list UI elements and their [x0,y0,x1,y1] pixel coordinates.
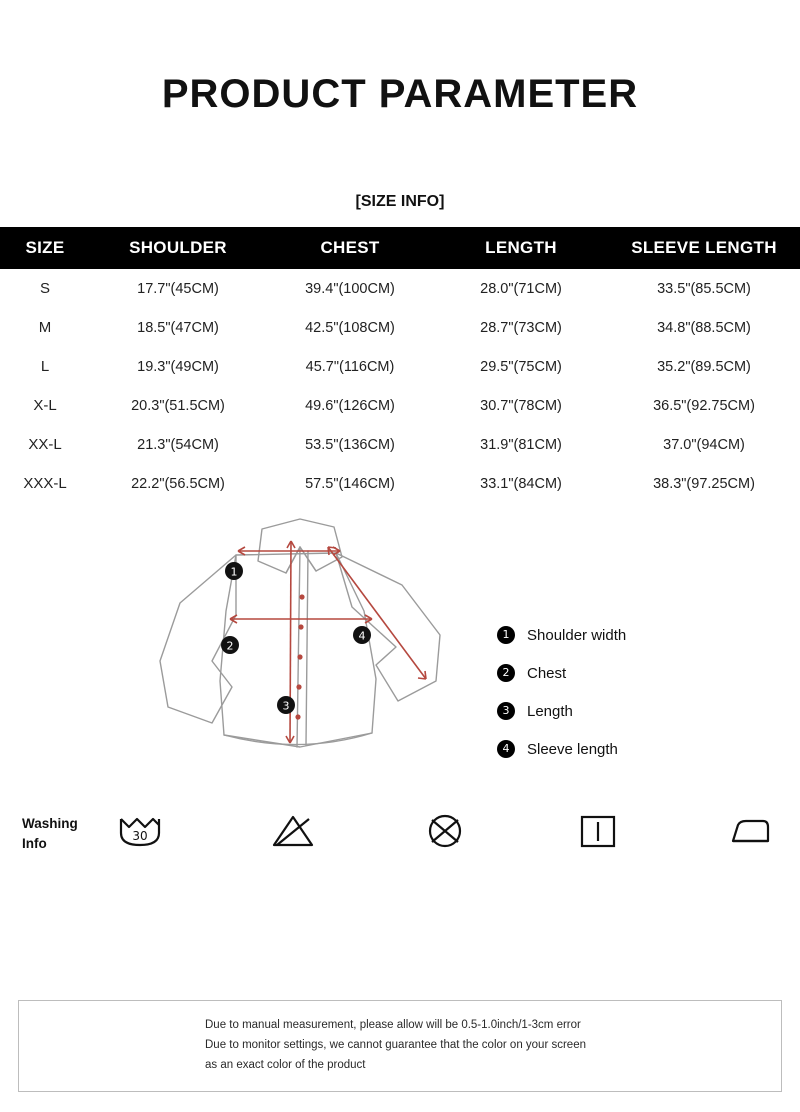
table-row [0,386,800,425]
measurement-legend [497,616,626,768]
column-header-length: LENGTH [485,238,557,257]
cell-chest: 39.4"(100CM) [305,280,395,297]
legend-label: Length [527,702,573,720]
marker-1 [225,562,243,580]
table-header [0,227,800,269]
marker-4 [353,626,371,644]
column-header-size: SIZE [25,238,65,257]
legend-item-sleeve-length [497,730,626,768]
legend-number-icon: 3 [497,702,515,720]
svg-text:3: 3 [282,699,290,713]
legend-label: Sleeve length [527,740,618,758]
cell-length: 29.5"(75CM) [480,358,562,375]
column-header-chest: CHEST [320,238,380,257]
size-info-heading: [SIZE INFO] [355,193,445,210]
cell-shoulder: 19.3"(49CM) [137,358,219,375]
measurement-diagram [0,511,800,786]
do-not-bleach-icon [263,806,323,858]
iron-low-icon [720,806,780,858]
product-parameter-page [0,72,800,1112]
table-row [0,464,800,503]
cell-chest: 49.6"(126CM) [305,397,395,414]
washing-info-section [0,790,800,886]
washing-info-label-line1: Washing [22,816,78,831]
cell-size: L [40,358,50,375]
legend-number-icon: 1 [497,626,515,644]
cell-length: 28.0"(71CM) [480,280,562,297]
legend-item-length [497,692,626,730]
cell-sleeve: 38.3"(97.25CM) [653,475,755,492]
cell-size: M [38,319,52,336]
legend-number-icon: 4 [497,740,515,758]
table-row [0,269,800,308]
cell-size: S [39,280,50,297]
size-chart-table [0,227,800,503]
svg-text:2: 2 [226,639,234,653]
legend-item-shoulder-width [497,616,626,654]
marker-3 [277,696,295,714]
cell-chest: 57.5"(146CM) [305,475,395,492]
cell-sleeve: 35.2"(89.5CM) [657,358,751,375]
shirt-illustration [140,511,480,786]
cell-sleeve: 36.5"(92.75CM) [653,397,755,414]
cell-sleeve: 34.8"(88.5CM) [657,319,751,336]
disclaimer-line: Due to monitor settings, we cannot guarantee that the color on your screen [205,1039,586,1051]
washing-info-label-line2: Info [22,836,47,851]
shirt-svg [140,511,480,781]
cell-size: XXX-L [23,475,67,492]
marker-2 [221,636,239,654]
cell-length: 31.9"(81CM) [480,436,562,453]
svg-text:1: 1 [230,565,238,579]
disclaimer-line: as an exact color of the product [205,1059,366,1071]
legend-label: Chest [527,664,567,682]
cell-shoulder: 18.5"(47CM) [137,319,219,336]
legend-label: Shoulder width [527,626,627,644]
disclaimer-box [18,1000,782,1092]
table-header-row [0,227,800,269]
column-header-sleeve-length: SLEEVE LENGTH [631,238,777,257]
cell-chest: 45.7"(116CM) [305,358,395,375]
cell-chest: 53.5"(136CM) [305,436,395,453]
cell-chest: 42.5"(108CM) [305,319,395,336]
cell-sleeve: 33.5"(85.5CM) [657,280,751,297]
washing-icon-row [110,806,780,858]
machine-wash-30-icon [110,806,170,858]
table-row [0,425,800,464]
cell-shoulder: 22.2"(56.5CM) [131,475,225,492]
drip-dry-icon [568,806,628,858]
table-body [0,269,800,503]
cell-length: 28.7"(73CM) [480,319,562,336]
cell-shoulder: 17.7"(45CM) [137,280,219,297]
wash-temp-label: 30 [132,829,148,843]
cell-shoulder: 21.3"(54CM) [137,436,219,453]
do-not-tumble-dry-icon [415,806,475,858]
svg-text:4: 4 [358,629,366,643]
page-title: PRODUCT PARAMETER [161,72,639,116]
cell-length: 30.7"(78CM) [480,397,562,414]
legend-number-icon: 2 [497,664,515,682]
cell-sleeve: 37.0"(94CM) [663,436,745,453]
cell-size: XX-L [28,436,62,453]
column-header-shoulder: SHOULDER [129,238,227,257]
disclaimer-line: Due to manual measurement, please allow will be 0.5-1.0inch/1-3cm error [205,1019,581,1031]
table-row [0,308,800,347]
cell-length: 33.1"(84CM) [480,475,562,492]
cell-size: X-L [33,397,57,414]
table-row [0,347,800,386]
legend-item-chest [497,654,626,692]
cell-shoulder: 20.3"(51.5CM) [131,397,225,414]
washing-info-label [22,814,92,854]
